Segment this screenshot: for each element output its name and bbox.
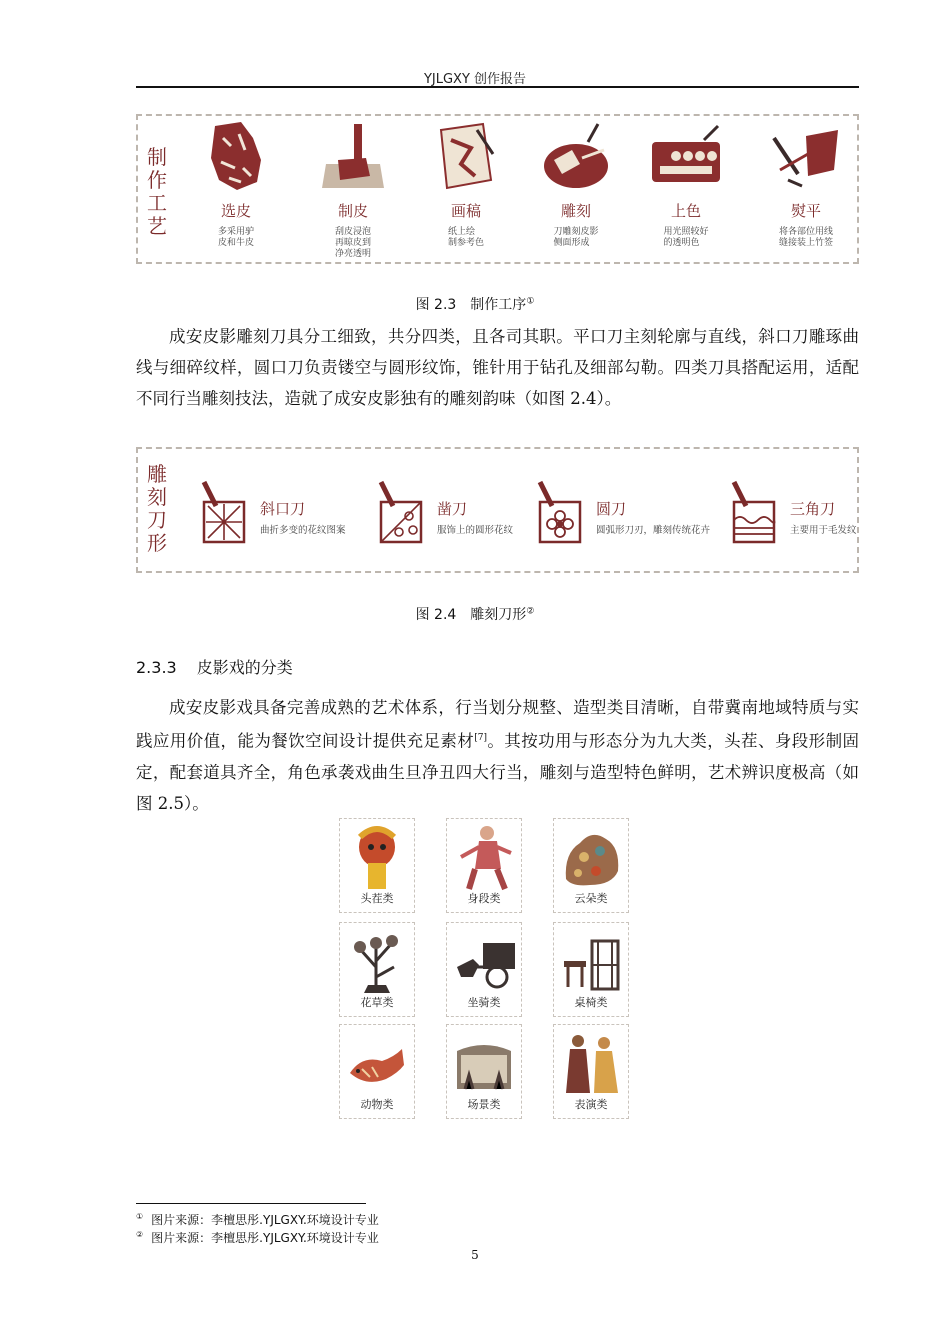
footnote-mark: ② xyxy=(136,1230,144,1239)
step-name: 熨平 xyxy=(790,202,821,220)
step-desc-line: 制参考色 xyxy=(447,238,484,248)
header-rule xyxy=(136,86,859,88)
paragraph-text: 成安皮影戏具备完善成熟的艺术体系，行当划分规整、造型类目清晰，自带冀南地域特质与实践应用价值，能为餐饮空间设计提供充足素材 xyxy=(136,698,859,751)
tool-name: 斜口刀 xyxy=(260,500,306,518)
page-header: YJLGXY 创作报告 xyxy=(423,72,527,87)
footnote-text: 图片来源：李檀思彤.YJLGXY.环境设计专业 xyxy=(151,1213,379,1227)
process-side-title xyxy=(146,146,168,238)
caption-footnote-mark: ① xyxy=(526,296,535,307)
footnote-2 xyxy=(136,1229,379,1246)
stage-scene-icon xyxy=(453,1029,515,1099)
tool-name: 凿刀 xyxy=(437,500,468,518)
tool-desc: 圆弧形刀刃，雕刻传统花卉 xyxy=(596,525,711,536)
category-label: 表演类 xyxy=(574,1098,608,1111)
category-tile-furniture xyxy=(553,922,629,1017)
step-name: 画稿 xyxy=(450,202,481,220)
step-desc xyxy=(448,227,484,249)
step-desc-line: 刮皮浸泡 xyxy=(334,227,371,237)
scraping-tool-icon xyxy=(318,120,388,192)
side-title-char: 形 xyxy=(147,531,167,555)
category-label: 场景类 xyxy=(467,1098,501,1111)
section-title: 皮影戏的分类 xyxy=(196,658,293,677)
step-name: 上色 xyxy=(670,202,701,220)
step-desc-line: 刀雕刻皮影 xyxy=(553,227,599,237)
category-label: 桌椅类 xyxy=(574,996,608,1009)
footnote-rule xyxy=(136,1203,366,1204)
tool-desc: 服饰上的圆形花纹 xyxy=(437,525,514,536)
footnote-1 xyxy=(136,1211,379,1228)
step-desc xyxy=(218,227,254,249)
category-tile-mount xyxy=(446,922,522,1017)
leather-hide-icon xyxy=(201,120,271,192)
category-tile-cloud xyxy=(553,818,629,913)
category-label: 动物类 xyxy=(360,1098,394,1111)
footnote-text: 图片来源：李檀思彤.YJLGXY.环境设计专业 xyxy=(151,1231,379,1245)
step-desc xyxy=(779,227,833,249)
paragraph-text: 。其按功用与形态分为九大类，头茬、身段形制固定，配套道具齐全，角色承袭戏曲生旦净丑四大行当，雕刻与造型特色鲜明，艺术辨识度极高（如图 2.5）。 xyxy=(136,731,860,813)
step-name: 制皮 xyxy=(337,202,368,220)
category-label: 头茬类 xyxy=(360,892,394,905)
opera-head-icon xyxy=(346,823,408,893)
step-desc xyxy=(663,227,708,249)
caption-text: 图 2.4 雕刻刀形 xyxy=(415,607,527,623)
side-title-char: 工 xyxy=(147,191,167,215)
body-paragraph-categories xyxy=(136,692,859,819)
category-tile-performance xyxy=(553,1024,629,1119)
citation-ref: [7] xyxy=(474,733,487,743)
footnote-mark: ① xyxy=(136,1212,144,1221)
tool-desc: 主要用于毛发纹 xyxy=(790,525,857,536)
process-step-iron xyxy=(756,120,856,249)
side-title-char: 刀 xyxy=(147,508,167,532)
palette-icon xyxy=(646,120,726,192)
step-desc xyxy=(335,227,371,260)
carving-hands-icon xyxy=(538,120,614,192)
category-tile-animal xyxy=(339,1024,415,1119)
step-desc-line: 再晾皮到 xyxy=(334,238,371,248)
process-step-prepare xyxy=(303,120,403,260)
tool-name: 三角刀 xyxy=(790,500,836,518)
step-desc-line: 多采用驴 xyxy=(217,227,254,237)
process-step-carve xyxy=(526,120,626,249)
category-tile-head xyxy=(339,818,415,913)
chisel-icon xyxy=(377,476,425,546)
category-label: 身段类 xyxy=(467,892,501,905)
step-desc-line: 缝接装上竹签 xyxy=(778,238,833,248)
step-name: 雕刻 xyxy=(560,202,591,220)
section-number: 2.3.3 xyxy=(136,658,177,677)
step-desc-line: 侧面形成 xyxy=(553,238,590,248)
step-desc-line: 净亮透明 xyxy=(334,249,371,259)
cloud-pattern-icon xyxy=(560,823,622,893)
step-name: 选皮 xyxy=(220,202,251,220)
tools-side-title xyxy=(146,463,168,555)
category-label: 坐骑类 xyxy=(467,996,501,1009)
category-label: 花草类 xyxy=(360,996,394,1009)
step-desc-line: 的透明色 xyxy=(663,238,700,248)
category-tile-scene xyxy=(446,1024,522,1119)
sewing-needle-icon xyxy=(768,120,844,192)
round-knife-icon xyxy=(536,476,584,546)
step-desc-line: 用光照较好 xyxy=(663,227,709,237)
caption-footnote-mark: ② xyxy=(526,606,535,617)
page-number: 5 xyxy=(471,1248,479,1262)
performers-icon xyxy=(560,1029,622,1099)
figure-2-4-caption xyxy=(0,604,950,624)
figure-2-3-caption xyxy=(0,294,950,314)
puppet-figure-icon xyxy=(453,823,515,893)
step-desc-line: 皮和牛皮 xyxy=(217,238,254,248)
side-title-char: 刻 xyxy=(147,485,167,509)
section-heading xyxy=(136,655,293,678)
body-paragraph-tools: 成安皮影雕刻刀具分工细致，共分四类，且各司其职。平口刀主刻轮廓与直线，斜口刀雕琢曲线与细碎纹样，圆口刀负责镂空与圆形纹饰，锥针用于钻孔及细部勾勒。四类刀具搭配运用，适配不同行当雕刻技法，造就了成安皮影独有的雕刻韵味（如图 2.4）。 xyxy=(136,327,859,408)
step-desc xyxy=(553,227,598,249)
oblique-knife-icon xyxy=(200,476,248,546)
step-desc-line: 纸上绘 xyxy=(447,227,475,237)
tool-name: 圆刀 xyxy=(596,500,627,518)
process-step-select xyxy=(186,120,286,249)
category-tile-body xyxy=(446,818,522,913)
drawing-paper-icon xyxy=(431,120,501,192)
triangle-knife-icon xyxy=(730,476,778,546)
tool-desc: 曲折多变的花纹图案 xyxy=(260,525,346,536)
side-title-char: 雕 xyxy=(147,462,167,486)
fish-animal-icon xyxy=(346,1029,408,1099)
horse-cart-icon xyxy=(453,927,519,997)
side-title-char: 艺 xyxy=(147,214,167,238)
category-label: 云朵类 xyxy=(574,892,608,905)
figure-process-panel xyxy=(136,114,859,264)
table-chair-icon xyxy=(560,927,622,997)
flower-plant-icon xyxy=(346,927,408,997)
process-step-draft xyxy=(416,120,516,249)
category-tile-flower xyxy=(339,922,415,1017)
side-title-char: 作 xyxy=(147,168,167,192)
process-step-color xyxy=(636,120,736,249)
caption-text: 图 2.3 制作工序 xyxy=(415,297,527,313)
side-title-char: 制 xyxy=(147,145,167,169)
step-desc-line: 将各部位用线 xyxy=(778,227,833,237)
